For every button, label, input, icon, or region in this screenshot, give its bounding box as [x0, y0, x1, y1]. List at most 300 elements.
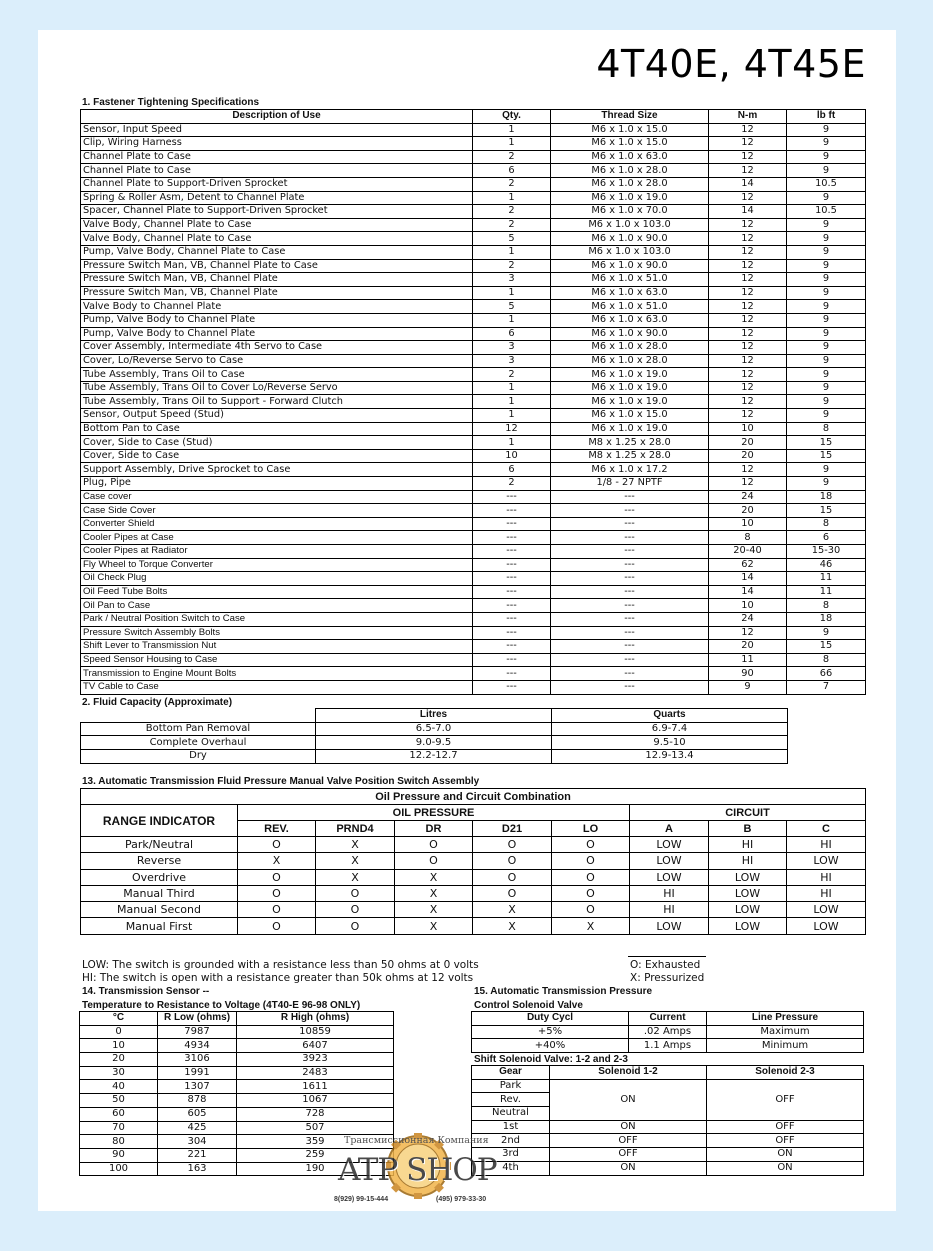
nm-cell: 14 — [709, 572, 787, 586]
r-high-cell: 6407 — [237, 1039, 394, 1053]
thread-size-cell: M6 x 1.0 x 19.0 — [551, 422, 709, 436]
table-row — [81, 750, 788, 764]
lbft-cell: 11 — [787, 585, 866, 599]
circuit-a-cell: LOW — [630, 918, 709, 934]
lbft-cell: 9 — [787, 300, 866, 314]
col-header-lo: LO — [552, 821, 630, 837]
description-cell: Transmission to Engine Mount Bolts — [81, 667, 473, 681]
thread-size-cell: M6 x 1.0 x 19.0 — [551, 368, 709, 382]
solenoid-2-3-cell: OFF — [707, 1079, 864, 1120]
qty-cell: 5 — [473, 232, 551, 246]
thread-size-cell: M6 x 1.0 x 19.0 — [551, 191, 709, 205]
section1-heading: 1. Fastener Tightening Specifications — [82, 97, 260, 108]
description-cell: Valve Body to Channel Plate — [81, 300, 473, 314]
qty-cell: 6 — [473, 164, 551, 178]
lbft-cell: 9 — [787, 273, 866, 287]
table-row — [472, 1079, 864, 1093]
description-cell: Sensor, Output Speed (Stud) — [81, 409, 473, 423]
col-header-b: B — [709, 821, 787, 837]
thread-size-cell: 1/8 - 27 NPTF — [551, 477, 709, 491]
nm-cell: 9 — [709, 680, 787, 694]
note-hi: HI: The switch is open with a resistance greater than 50k ohms at 12 volts — [82, 972, 474, 984]
thread-size-cell: M6 x 1.0 x 28.0 — [551, 341, 709, 355]
table-row — [81, 205, 866, 219]
table-row — [472, 1039, 864, 1053]
atp-shop-watermark — [334, 1130, 504, 1210]
table-row — [81, 853, 866, 869]
table-row — [81, 585, 866, 599]
lbft-cell: 9 — [787, 137, 866, 151]
col-header-dr: DR — [395, 821, 473, 837]
nm-cell: 12 — [709, 626, 787, 640]
lo-cell: X — [552, 918, 630, 934]
r-low-cell: 425 — [158, 1121, 237, 1135]
nm-cell: 11 — [709, 653, 787, 667]
circuit-c-cell: HI — [787, 837, 866, 853]
qty-cell: --- — [473, 640, 551, 654]
duty-cycle-cell: +5% — [472, 1025, 629, 1039]
nm-cell: 12 — [709, 137, 787, 151]
col-header-r-low: R Low (ohms) — [158, 1012, 237, 1026]
table-row — [80, 1094, 394, 1108]
qty-cell: --- — [473, 558, 551, 572]
page-title: 4T40E, 4T45E — [596, 42, 866, 86]
thread-size-cell: M6 x 1.0 x 15.0 — [551, 409, 709, 423]
table-row — [472, 1025, 864, 1039]
nm-cell: 24 — [709, 490, 787, 504]
litres-cell: 12.2-12.7 — [316, 750, 552, 764]
table-row — [80, 1080, 394, 1094]
description-cell: Clip, Wiring Harness — [81, 137, 473, 151]
lbft-cell: 66 — [787, 667, 866, 681]
oil-pressure-header: OIL PRESSURE — [238, 805, 630, 821]
lbft-cell: 9 — [787, 395, 866, 409]
description-cell: Sensor, Input Speed — [81, 123, 473, 137]
table-row — [81, 490, 866, 504]
col-header-solenoid-2-3: Solenoid 2-3 — [707, 1066, 864, 1080]
watermark-phone-1: 8(929) 99-15-444 — [334, 1196, 389, 1203]
table-title-row — [81, 789, 866, 805]
table-row — [81, 449, 866, 463]
lbft-cell: 8 — [787, 517, 866, 531]
r-low-cell: 605 — [158, 1107, 237, 1121]
r-low-cell: 878 — [158, 1094, 237, 1108]
qty-cell: 10 — [473, 449, 551, 463]
nm-cell: 20 — [709, 640, 787, 654]
description-cell: Converter Shield — [81, 517, 473, 531]
qty-cell: 2 — [473, 150, 551, 164]
nm-cell: 12 — [709, 327, 787, 341]
table-header-row — [80, 1012, 394, 1026]
table-row — [81, 902, 866, 918]
qty-cell: --- — [473, 531, 551, 545]
table-row — [81, 436, 866, 450]
celsius-cell: 100 — [80, 1162, 158, 1176]
table-row — [80, 1025, 394, 1039]
r-high-cell: 728 — [237, 1107, 394, 1121]
r-high-cell: 359 — [237, 1135, 394, 1149]
celsius-cell: 40 — [80, 1080, 158, 1094]
dr-cell: O — [395, 837, 473, 853]
col-header-current: Current — [629, 1012, 707, 1026]
nm-cell: 12 — [709, 409, 787, 423]
nm-cell: 12 — [709, 463, 787, 477]
current-cell: .02 Amps — [629, 1025, 707, 1039]
description-cell: Tube Assembly, Trans Oil to Case — [81, 368, 473, 382]
table-row — [81, 558, 866, 572]
legend-exhausted: O: Exhausted — [630, 959, 701, 971]
nm-cell: 14 — [709, 205, 787, 219]
lbft-cell: 46 — [787, 558, 866, 572]
qty-cell: 5 — [473, 300, 551, 314]
col-header-r-high: R High (ohms) — [237, 1012, 394, 1026]
thread-size-cell: --- — [551, 545, 709, 559]
circuit-b-cell: LOW — [709, 918, 787, 934]
d21-cell: O — [473, 853, 552, 869]
table-row — [81, 667, 866, 681]
circuit-c-cell: HI — [787, 869, 866, 885]
section14-heading: 14. Transmission Sensor -- — [82, 986, 210, 997]
table-row — [81, 286, 866, 300]
qty-cell: 2 — [473, 205, 551, 219]
nm-cell: 12 — [709, 395, 787, 409]
celsius-cell: 10 — [80, 1039, 158, 1053]
lbft-cell: 9 — [787, 341, 866, 355]
thread-size-cell: M6 x 1.0 x 63.0 — [551, 313, 709, 327]
prnd4-cell: O — [316, 902, 395, 918]
group-header-row — [81, 805, 866, 821]
solenoid-2-3-cell: ON — [707, 1161, 864, 1175]
nm-cell: 12 — [709, 218, 787, 232]
thread-size-cell: --- — [551, 517, 709, 531]
description-cell: Pressure Switch Man, VB, Channel Plate to Case — [81, 259, 473, 273]
range-cell: Overdrive — [81, 869, 238, 885]
col-header-qty: Qty. — [473, 110, 551, 124]
fastener-spec-table — [80, 109, 866, 695]
table-title: Oil Pressure and Circuit Combination — [81, 789, 866, 805]
rev-cell: O — [238, 869, 316, 885]
line-pressure-cell: Minimum — [707, 1039, 864, 1053]
nm-cell: 20 — [709, 436, 787, 450]
table-row — [80, 1039, 394, 1053]
table-row — [81, 177, 866, 191]
thread-size-cell: M6 x 1.0 x 28.0 — [551, 177, 709, 191]
col-header-line-pressure: Line Pressure — [707, 1012, 864, 1026]
col-header-a: A — [630, 821, 709, 837]
thread-size-cell: M6 x 1.0 x 103.0 — [551, 245, 709, 259]
r-low-cell: 4934 — [158, 1039, 237, 1053]
description-cell: Oil Check Plug — [81, 572, 473, 586]
condition-cell: Complete Overhaul — [81, 736, 316, 750]
description-cell: Tube Assembly, Trans Oil to Support - Forward Clutch — [81, 395, 473, 409]
thread-size-cell: M8 x 1.25 x 28.0 — [551, 449, 709, 463]
dr-cell: O — [395, 853, 473, 869]
qty-cell: 1 — [473, 313, 551, 327]
qty-cell: 1 — [473, 381, 551, 395]
description-cell: Oil Feed Tube Bolts — [81, 585, 473, 599]
qty-cell: 6 — [473, 327, 551, 341]
nm-cell: 12 — [709, 164, 787, 178]
gear-cell: Rev. — [472, 1093, 550, 1107]
nm-cell: 90 — [709, 667, 787, 681]
thread-size-cell: M6 x 1.0 x 70.0 — [551, 205, 709, 219]
blank-header-cell — [81, 709, 316, 723]
table-row — [472, 1148, 864, 1162]
nm-cell: 8 — [709, 531, 787, 545]
prnd4-cell: X — [316, 869, 395, 885]
gear-cell: 4th — [472, 1161, 550, 1175]
qty-cell: 3 — [473, 273, 551, 287]
thread-size-cell: --- — [551, 640, 709, 654]
nm-cell: 12 — [709, 273, 787, 287]
rev-cell: O — [238, 885, 316, 901]
thread-size-cell: --- — [551, 572, 709, 586]
lo-cell: O — [552, 885, 630, 901]
table-row — [80, 1066, 394, 1080]
thread-size-cell: M6 x 1.0 x 17.2 — [551, 463, 709, 477]
qty-cell: 2 — [473, 177, 551, 191]
litres-cell: 6.5-7.0 — [316, 722, 552, 736]
table-row — [81, 599, 866, 613]
thread-size-cell: --- — [551, 490, 709, 504]
lbft-cell: 15 — [787, 436, 866, 450]
nm-cell: 12 — [709, 259, 787, 273]
r-high-cell: 190 — [237, 1162, 394, 1176]
gear-cell: Park — [472, 1079, 550, 1093]
table-row — [81, 273, 866, 287]
description-cell: Cooler Pipes at Case — [81, 531, 473, 545]
lbft-cell: 9 — [787, 477, 866, 491]
r-low-cell: 163 — [158, 1162, 237, 1176]
prnd4-cell: O — [316, 885, 395, 901]
description-cell: Plug, Pipe — [81, 477, 473, 491]
qty-cell: 3 — [473, 354, 551, 368]
solenoid-1-2-cell: ON — [550, 1079, 707, 1120]
nm-cell: 12 — [709, 381, 787, 395]
lbft-cell: 11 — [787, 572, 866, 586]
prnd4-cell: O — [316, 918, 395, 934]
description-cell: Support Assembly, Drive Sprocket to Case — [81, 463, 473, 477]
lbft-cell: 9 — [787, 191, 866, 205]
celsius-cell: 80 — [80, 1135, 158, 1149]
col-header-gear: Gear — [472, 1066, 550, 1080]
nm-cell: 12 — [709, 123, 787, 137]
qty-cell: --- — [473, 490, 551, 504]
col-header-lbft: lb ft — [787, 110, 866, 124]
nm-cell: 24 — [709, 612, 787, 626]
col-header-nm: N-m — [709, 110, 787, 124]
lbft-cell: 18 — [787, 490, 866, 504]
r-low-cell: 1991 — [158, 1066, 237, 1080]
table-row — [81, 680, 866, 694]
dr-cell: X — [395, 869, 473, 885]
description-cell: Channel Plate to Case — [81, 164, 473, 178]
celsius-cell: 70 — [80, 1121, 158, 1135]
qty-cell: 1 — [473, 436, 551, 450]
thread-size-cell: M6 x 1.0 x 90.0 — [551, 259, 709, 273]
table-row — [81, 232, 866, 246]
table-row — [472, 1161, 864, 1175]
qty-cell: 1 — [473, 286, 551, 300]
r-low-cell: 221 — [158, 1148, 237, 1162]
qty-cell: 3 — [473, 341, 551, 355]
nm-cell: 14 — [709, 177, 787, 191]
lbft-cell: 9 — [787, 354, 866, 368]
qty-cell: 1 — [473, 245, 551, 259]
nm-cell: 62 — [709, 558, 787, 572]
lbft-cell: 18 — [787, 612, 866, 626]
circuit-c-cell: LOW — [787, 853, 866, 869]
table-row — [81, 300, 866, 314]
table-row — [472, 1120, 864, 1134]
nm-cell: 12 — [709, 191, 787, 205]
table-header-row — [81, 709, 788, 723]
nm-cell: 10 — [709, 422, 787, 436]
qty-cell: --- — [473, 545, 551, 559]
current-cell: 1.1 Amps — [629, 1039, 707, 1053]
r-low-cell: 304 — [158, 1135, 237, 1149]
gear-cell: Neutral — [472, 1107, 550, 1121]
table-row — [81, 327, 866, 341]
nm-cell: 12 — [709, 300, 787, 314]
thread-size-cell: --- — [551, 558, 709, 572]
table-row — [81, 313, 866, 327]
thread-size-cell: M6 x 1.0 x 51.0 — [551, 300, 709, 314]
col-header-rev: REV. — [238, 821, 316, 837]
fluid-capacity-table — [80, 708, 788, 764]
nm-cell: 12 — [709, 150, 787, 164]
solenoid-2-3-cell: OFF — [707, 1120, 864, 1134]
rev-cell: O — [238, 837, 316, 853]
document-page — [38, 30, 896, 1211]
table-row — [81, 137, 866, 151]
control-solenoid-label: Control Solenoid Valve — [474, 1000, 583, 1011]
lbft-cell: 8 — [787, 653, 866, 667]
description-cell: Oil Pan to Case — [81, 599, 473, 613]
col-header-celsius: °C — [80, 1012, 158, 1026]
solenoid-1-2-cell: ON — [550, 1120, 707, 1134]
nm-cell: 20 — [709, 449, 787, 463]
description-cell: Spacer, Channel Plate to Support-Driven Sprocket — [81, 205, 473, 219]
litres-cell: 9.0-9.5 — [316, 736, 552, 750]
col-header-c: C — [787, 821, 866, 837]
qty-cell: --- — [473, 572, 551, 586]
table-row — [81, 164, 866, 178]
lbft-cell: 9 — [787, 123, 866, 137]
circuit-b-cell: LOW — [709, 885, 787, 901]
thread-size-cell: --- — [551, 504, 709, 518]
dr-cell: X — [395, 918, 473, 934]
range-indicator-header: RANGE INDICATOR — [81, 805, 238, 837]
lbft-cell: 9 — [787, 368, 866, 382]
table-row — [81, 612, 866, 626]
qty-cell: 2 — [473, 218, 551, 232]
lbft-cell: 9 — [787, 245, 866, 259]
lbft-cell: 7 — [787, 680, 866, 694]
table-row — [81, 572, 866, 586]
r-high-cell: 3923 — [237, 1053, 394, 1067]
lbft-cell: 9 — [787, 626, 866, 640]
lo-cell: O — [552, 869, 630, 885]
lbft-cell: 8 — [787, 599, 866, 613]
table-row — [472, 1134, 864, 1148]
gear-cell: 2nd — [472, 1134, 550, 1148]
lbft-cell: 9 — [787, 313, 866, 327]
col-header-duty-cycle: Duty Cycl — [472, 1012, 629, 1026]
circuit-c-cell: LOW — [787, 918, 866, 934]
nm-cell: 12 — [709, 354, 787, 368]
circuit-a-cell: LOW — [630, 853, 709, 869]
condition-cell: Bottom Pan Removal — [81, 722, 316, 736]
dr-cell: X — [395, 902, 473, 918]
description-cell: Pressure Switch Assembly Bolts — [81, 626, 473, 640]
table-row — [81, 517, 866, 531]
nm-cell: 12 — [709, 477, 787, 491]
lbft-cell: 10.5 — [787, 177, 866, 191]
lo-cell: O — [552, 853, 630, 869]
line-pressure-cell: Maximum — [707, 1025, 864, 1039]
table-row — [81, 463, 866, 477]
celsius-cell: 30 — [80, 1066, 158, 1080]
table-row — [80, 1053, 394, 1067]
r-high-cell: 1067 — [237, 1094, 394, 1108]
col-header-description: Description of Use — [81, 110, 473, 124]
legend-divider — [628, 956, 706, 957]
prnd4-cell: X — [316, 853, 395, 869]
nm-cell: 12 — [709, 341, 787, 355]
solenoid-1-2-cell: ON — [550, 1161, 707, 1175]
description-cell: Pump, Valve Body to Channel Plate — [81, 313, 473, 327]
qty-cell: --- — [473, 517, 551, 531]
gear-cell: 1st — [472, 1120, 550, 1134]
nm-cell: 12 — [709, 368, 787, 382]
celsius-cell: 0 — [80, 1025, 158, 1039]
celsius-cell: 20 — [80, 1053, 158, 1067]
circuit-b-cell: HI — [709, 853, 787, 869]
thread-size-cell: --- — [551, 585, 709, 599]
nm-cell: 20 — [709, 504, 787, 518]
nm-cell: 20-40 — [709, 545, 787, 559]
lbft-cell: 8 — [787, 422, 866, 436]
thread-size-cell: M6 x 1.0 x 19.0 — [551, 395, 709, 409]
nm-cell: 10 — [709, 599, 787, 613]
nm-cell: 10 — [709, 517, 787, 531]
note-low: LOW: The switch is grounded with a resistance less than 50 ohms at 0 volts — [82, 959, 479, 971]
table-row — [81, 123, 866, 137]
qty-cell: --- — [473, 504, 551, 518]
thread-size-cell: --- — [551, 531, 709, 545]
nm-cell: 12 — [709, 313, 787, 327]
lbft-cell: 9 — [787, 286, 866, 300]
qty-cell: 2 — [473, 259, 551, 273]
table-row — [81, 626, 866, 640]
qty-cell: 1 — [473, 137, 551, 151]
nm-cell: 12 — [709, 232, 787, 246]
description-cell: Pump, Valve Body to Channel Plate — [81, 327, 473, 341]
range-cell: Manual Third — [81, 885, 238, 901]
section13-heading: 13. Automatic Transmission Fluid Pressure Manual Valve Position Switch Assembly — [82, 776, 480, 787]
description-cell: Bottom Pan to Case — [81, 422, 473, 436]
description-cell: Cover, Lo/Reverse Servo to Case — [81, 354, 473, 368]
description-cell: Spring & Roller Asm, Detent to Channel Plate — [81, 191, 473, 205]
d21-cell: X — [473, 902, 552, 918]
circuit-b-cell: HI — [709, 837, 787, 853]
table-row — [81, 736, 788, 750]
description-cell: Park / Neutral Position Switch to Case — [81, 612, 473, 626]
description-cell: Case cover — [81, 490, 473, 504]
range-cell: Reverse — [81, 853, 238, 869]
quarts-cell: 9.5-10 — [552, 736, 788, 750]
